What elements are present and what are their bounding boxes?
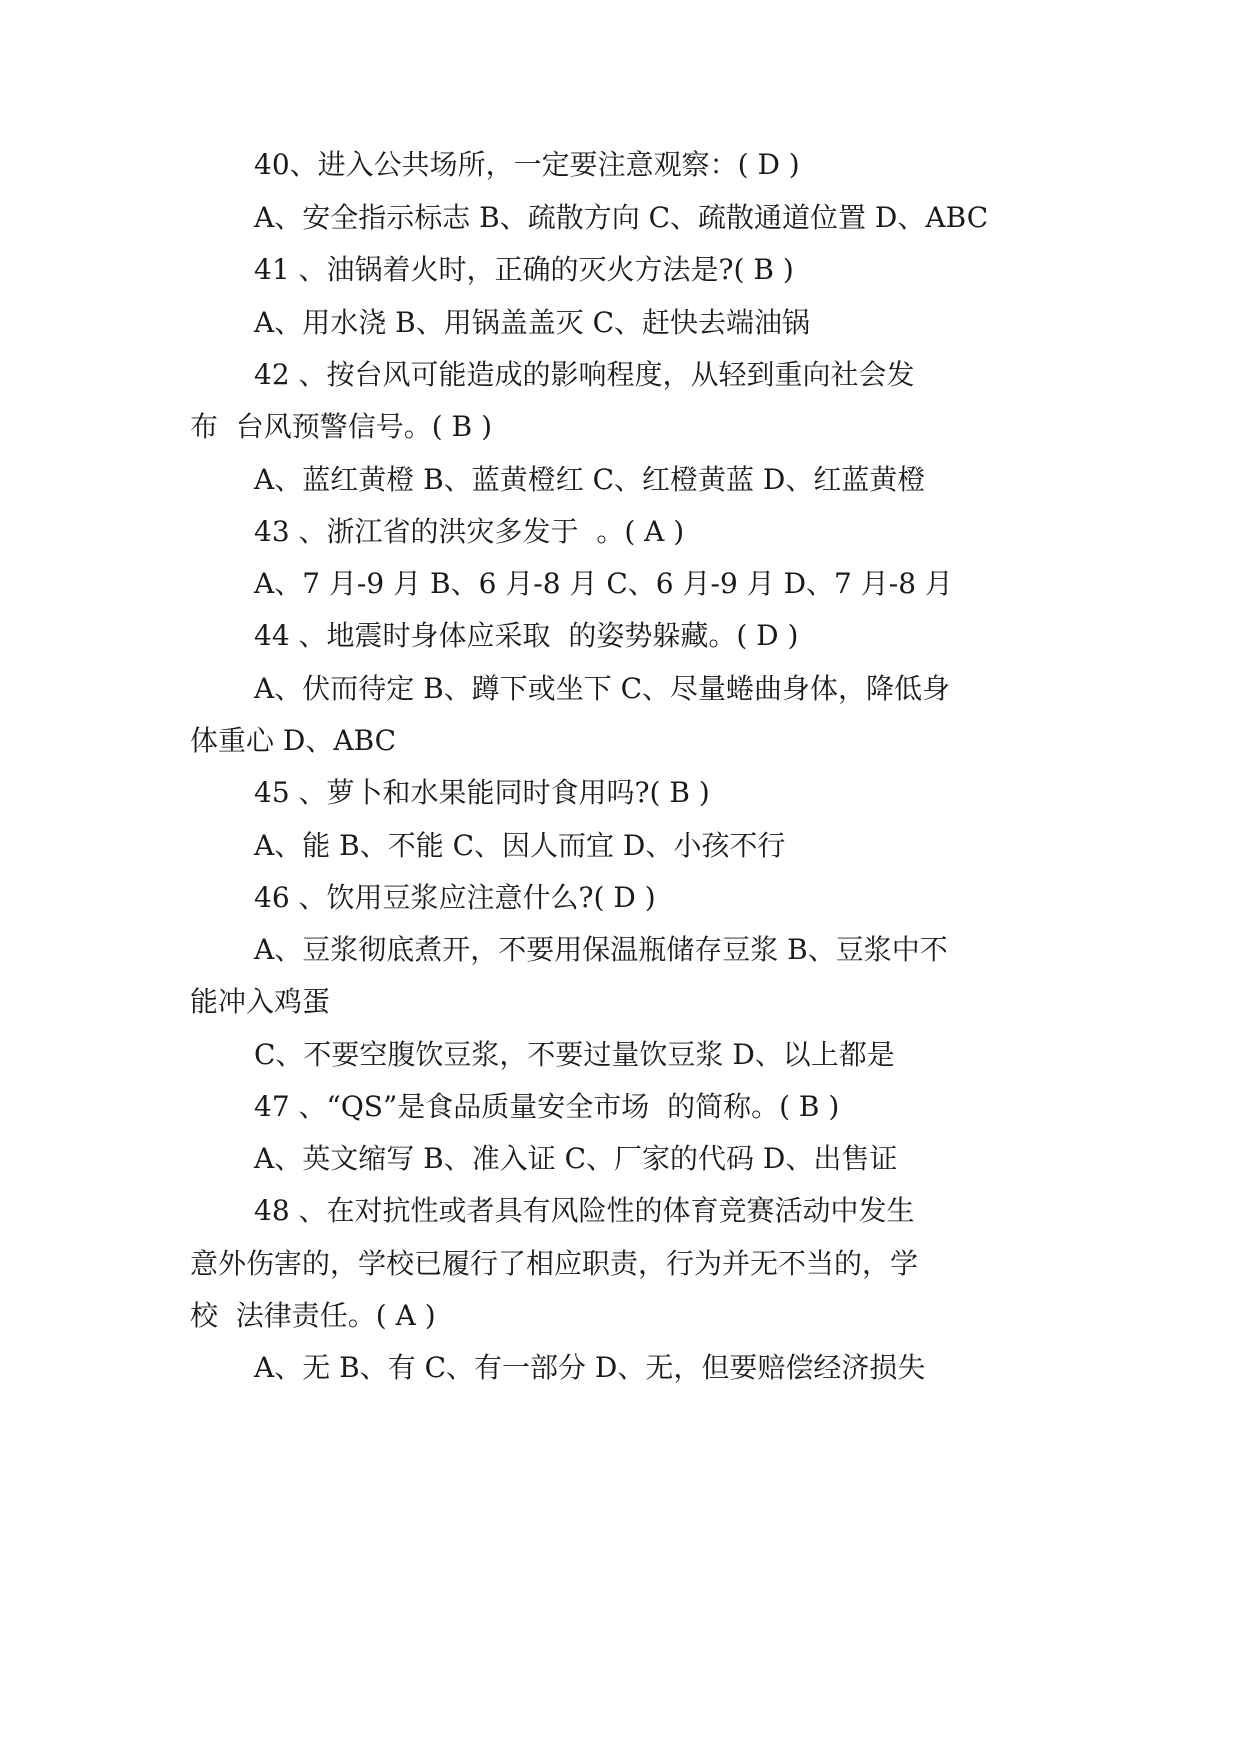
question-48-line-3: 校 法律责任。( A ) xyxy=(190,1299,436,1332)
question-48-line-1: 48 、在对抗性或者具有风险性的体育竞赛活动中发生 xyxy=(254,1194,915,1227)
question-48-line-2: 意外伤害的，学校已履行了相应职责，行为并无不当的，学 xyxy=(190,1247,919,1280)
options-47: A、英文缩写 B、准入证 C、厂家的代码 D、出售证 xyxy=(254,1142,898,1175)
options-48: A、无 B、有 C、有一部分 D、无，但要赔偿经济损失 xyxy=(254,1351,926,1384)
options-44-line-1: A、伏而待定 B、蹲下或坐下 C、尽量蜷曲身体，降低身 xyxy=(254,672,951,705)
options-46-line-1: A、豆浆彻底煮开，不要用保温瓶储存豆浆 B、豆浆中不 xyxy=(254,933,948,966)
question-41: 41 、油锅着火时，正确的灭火方法是?( B ) xyxy=(254,253,794,286)
options-40: A、安全指示标志 B、疏散方向 C、疏散通道位置 D、ABC xyxy=(254,201,989,234)
question-46: 46 、饮用豆浆应注意什么?( D ) xyxy=(254,881,656,914)
options-43: A、7 月-9 月 B、6 月-8 月 C、6 月-9 月 D、7 月-8 月 xyxy=(254,567,953,600)
options-46-line-2: 能冲入鸡蛋 xyxy=(190,985,331,1018)
question-44: 44 、地震时身体应采取 的姿势躲藏。( D ) xyxy=(254,619,799,652)
question-45: 45 、萝卜和水果能同时食用吗?( B ) xyxy=(254,776,710,809)
question-42-line-1: 42 、按台风可能造成的影响程度，从轻到重向社会发 xyxy=(254,358,915,391)
options-45: A、能 B、不能 C、因人而宜 D、小孩不行 xyxy=(254,829,786,862)
question-40: 40、进入公共场所，一定要注意观察：( D ) xyxy=(254,148,800,181)
question-47: 47 、“QS”是食品质量安全市场 的简称。( B ) xyxy=(254,1090,840,1123)
question-43: 43 、浙江省的洪灾多发于 。( A ) xyxy=(254,515,685,548)
options-44-line-2: 体重心 D、ABC xyxy=(190,724,397,757)
options-46-line-3: C、不要空腹饮豆浆，不要过量饮豆浆 D、以上都是 xyxy=(254,1038,895,1071)
options-41: A、用水浇 B、用锅盖盖灭 C、赶快去端油锅 xyxy=(254,306,811,339)
options-42: A、蓝红黄橙 B、蓝黄橙红 C、红橙黄蓝 D、红蓝黄橙 xyxy=(254,463,926,496)
question-42-line-2: 布 台风预警信号。( B ) xyxy=(190,410,493,443)
